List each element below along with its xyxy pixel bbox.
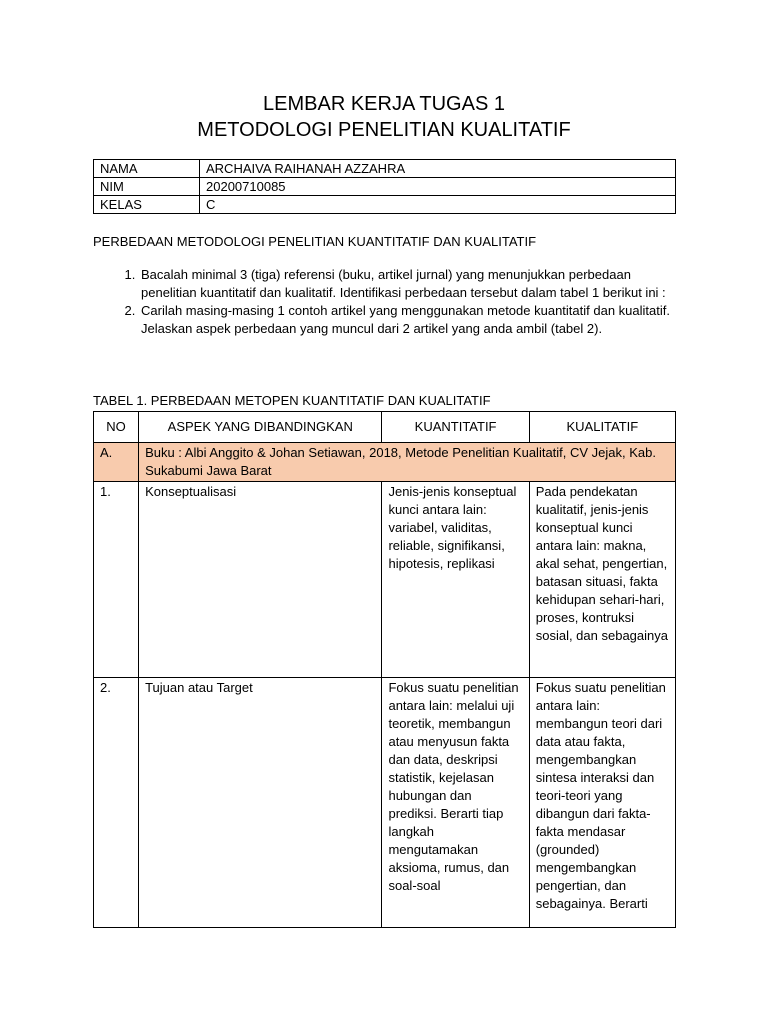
table-header-row xyxy=(94,412,676,443)
row-kualitatif: Pada pendekatan kualitatif, jenis-jenis konseptual kunci antara lain: makna, akal sehat, pengertian, batasan situasi, fakta kehidupan sehari-hari, proses, kontruksi sosial, dan sebagainya xyxy=(529,482,675,678)
table-caption: TABEL 1. PERBEDAAN METOPEN KUANTITATIF DAN KUALITATIF xyxy=(93,393,491,408)
info-value: C xyxy=(200,196,676,214)
info-row-kelas xyxy=(94,196,676,214)
info-label: NAMA xyxy=(94,160,200,178)
info-row-nama xyxy=(94,160,676,178)
info-label: KELAS xyxy=(94,196,200,214)
row-kualitatif: Fokus suatu penelitian antara lain: membangun teori dari data atau fakta, mengembangkan sintesa interaksi dan teori-teori yang dibangun dari fakta-fakta mendasar (grounded) mengembangkan pengertian, dan sebagainya. Berarti xyxy=(529,678,675,928)
info-label: NIM xyxy=(94,178,200,196)
source-row xyxy=(94,443,676,482)
table-row xyxy=(94,482,676,678)
header-kuantitatif: KUANTITATIF xyxy=(382,412,529,443)
source-no: A. xyxy=(94,443,139,482)
instruction-item: 1. Bacalah minimal 3 (tiga) referensi (buku, artikel jurnal) yang menunjukkan perbedaan penelitian kuantitatif dan kualitatif. Identifikasi perbedaan tersebut dalam tabel 1 berikut ini : xyxy=(139,266,673,302)
section-heading: PERBEDAAN METODOLOGI PENELITIAN KUANTITATIF DAN KUALITATIF xyxy=(93,234,537,249)
document-subtitle: METODOLOGI PENELITIAN KUALITATIF xyxy=(197,119,571,141)
row-aspek: Tujuan atau Target xyxy=(139,678,382,928)
info-row-nim xyxy=(94,178,676,196)
row-kuantitatif: Jenis-jenis konseptual kunci antara lain: variabel, validitas, reliable, signifikansi, hipotesis, replikasi xyxy=(382,482,529,678)
info-value: ARCHAIVA RAIHANAH AZZAHRA xyxy=(200,160,676,178)
header-kualitatif: KUALITATIF xyxy=(529,412,675,443)
instruction-item: 2. Carilah masing-masing 1 contoh artikel yang menggunakan metode kuantitatif dan kualitatif. Jelaskan aspek perbedaan yang muncul dari 2 artikel yang anda ambil (tabel 2). xyxy=(139,302,673,338)
header-aspek: ASPEK YANG DIBANDINGKAN xyxy=(139,412,382,443)
table-row xyxy=(94,678,676,928)
row-no: 1. xyxy=(94,482,139,678)
header-no: NO xyxy=(94,412,139,443)
comparison-table xyxy=(93,411,676,928)
student-info-table xyxy=(93,159,676,214)
row-kuantitatif: Fokus suatu penelitian antara lain: melalui uji teoretik, membangun atau menyusun fakta dan data, deskripsi statistik, kejelasan hubungan dan prediksi. Berarti tiap langkah mengutamakan aksioma, rumus, dan soal-soal xyxy=(382,678,529,928)
document-title: LEMBAR KERJA TUGAS 1 xyxy=(263,93,505,115)
instruction-list xyxy=(93,266,673,338)
row-aspek: Konseptualisasi xyxy=(139,482,382,678)
row-no: 2. xyxy=(94,678,139,928)
source-citation: Buku : Albi Anggito & Johan Setiawan, 2018, Metode Penelitian Kualitatif, CV Jejak, Kab. Sukabumi Jawa Barat xyxy=(139,443,676,482)
info-value: 20200710085 xyxy=(200,178,676,196)
